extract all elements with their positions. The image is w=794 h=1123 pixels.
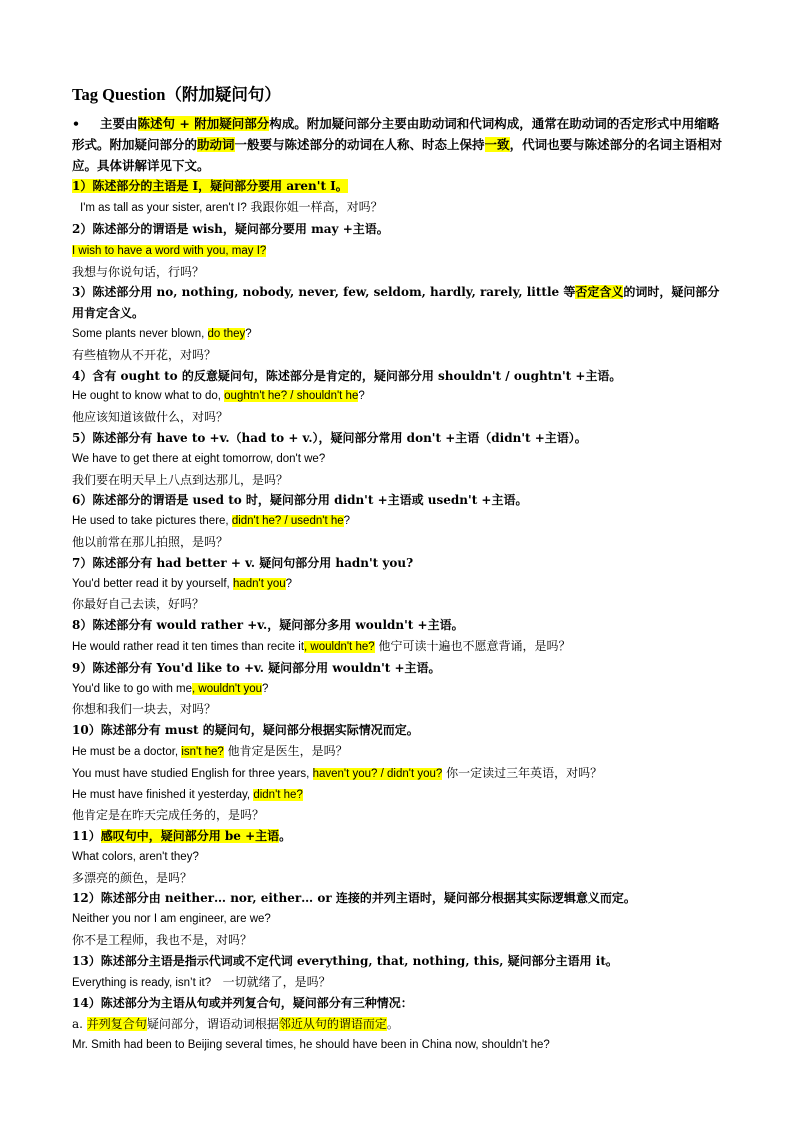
rule-10-ex3-pre: He must have finished it yesterday, <box>72 788 254 801</box>
rule-10-translation-3: 他肯定是在昨天完成任务的，是吗？ <box>72 808 265 823</box>
rule-11-heading <box>72 826 728 847</box>
rule-12-translation: 你不是工程师，我也不是，对吗？ <box>72 933 253 948</box>
rule-3-example <box>72 324 728 345</box>
rule-14-a-hl1: 并列复合句 <box>86 1017 147 1032</box>
rule-7-example-pre: You'd better read it by yourself, <box>72 577 233 590</box>
rule-11-highlight: 感叹句中，疑问部分用 be +主语 <box>100 829 280 844</box>
rule-9-translation: 你想和我们一块去，对吗？ <box>72 702 217 717</box>
rule-8-example <box>72 636 728 658</box>
rule-14-heading: 14）陈述部分为主语从句或并列复合句，疑问部分有三种情况： <box>72 996 413 1011</box>
rule-10-example-3 <box>72 785 728 806</box>
rule-10-ex2-cn: 你一定读过三年英语，对吗？ <box>446 765 603 780</box>
rule-6-heading: 6）陈述部分的谓语是 used to 时，疑问部分用 didn't +主语或 usedn't +主语。 <box>72 493 528 508</box>
rule-13-example-cn: 一切就绪了，是吗？ <box>222 974 331 989</box>
rule-4-example <box>72 386 728 407</box>
rule-9-example <box>72 679 728 700</box>
rule-3-translation: 有些植物从不开花，对吗？ <box>72 347 217 362</box>
rule-1-heading <box>72 176 728 197</box>
intro-paragraph <box>72 114 728 176</box>
rule-3-example-post: ? <box>245 327 252 340</box>
rule-11-translation: 多漂亮的颜色，是吗？ <box>72 870 193 885</box>
rule-1-example-cn: 我跟你姐一样高，对吗？ <box>250 200 383 215</box>
document-page <box>72 82 728 1056</box>
rule-10-ex1-hl: isn't he? <box>181 745 224 758</box>
rule-10-example-2 <box>72 763 728 785</box>
bullet-icon: • <box>72 116 80 131</box>
rule-4-heading: 4）含有 ought to 的反意疑问句，陈述部分是肯定的，疑问部分用 shouldn't / oughtn't +主语。 <box>72 368 622 383</box>
intro-text-3: 一般要与陈述部分的动词在人称、时态上保持 <box>234 136 485 152</box>
rule-7-heading: 7）陈述部分有 had better + v. 疑问句部分用 hadn't you? <box>72 555 414 570</box>
intro-highlight-2: 助动词 <box>197 136 235 152</box>
rule-9-heading: 9）陈述部分有 You'd like to +v. 疑问部分用 wouldn't +主语。 <box>72 660 441 675</box>
rule-13-example-en: Everything is ready, isn’t it? <box>72 976 212 989</box>
rule-14-a-post: 。 <box>386 1017 399 1032</box>
rule-10-ex1-cn: 他肯定是医生，是吗？ <box>227 743 348 758</box>
rule-2-example <box>72 240 728 262</box>
rule-10-heading: 10）陈述部分有 must 的疑问句，疑问部分根据实际情况而定。 <box>72 723 419 738</box>
rule-8-heading: 8）陈述部分有 would rather +v.，疑问部分多用 wouldn't +主语。 <box>72 618 464 633</box>
rule-6-example-post: ? <box>343 515 351 528</box>
rule-7-translation: 你最好自己去读，好吗？ <box>72 597 205 612</box>
intro-text-4: ，代词也要与陈述部分的名词主语相对应。具体讲解详见下文。 <box>72 136 723 173</box>
rule-14-case-a <box>72 1014 728 1035</box>
rule-10-ex2-hl: haven't you? / didn't you? <box>312 767 443 780</box>
rule-14-a-mid: 疑问部分，谓语动词根据 <box>146 1017 279 1032</box>
rule-1-example-en: I'm as tall as your sister, aren't I? <box>80 202 247 215</box>
rule-5-example: We have to get there at eight tomorrow, don't we? <box>72 452 326 465</box>
rule-6-translation: 他以前常在那儿拍照，是吗？ <box>72 534 229 549</box>
rule-6-example <box>72 511 728 532</box>
rule-7-example <box>72 574 728 595</box>
rule-10-ex2-pre: You must have studied English for three years, <box>72 767 313 780</box>
rule-9-example-hl: , wouldn't you <box>192 682 263 695</box>
rule-10-example-1 <box>72 741 728 763</box>
intro-text-1: 主要由 <box>100 116 138 131</box>
rule-10-ex3-hl: didn't he? <box>253 788 303 801</box>
rule-2-translation: 我想与你说句话，行吗？ <box>72 264 205 279</box>
rule-4-translation: 他应该知道该做什么，对吗？ <box>72 410 229 425</box>
rule-4-example-post: ? <box>358 390 365 403</box>
rule-4-example-hl: oughtn't he? / shouldn't he <box>224 390 359 403</box>
rule-14-a-pre: a. <box>72 1017 87 1032</box>
rule-3-example-hl: do they <box>207 327 246 340</box>
rule-5-heading: 5）陈述部分有 have to +v.（had to + v.），疑问部分常用 don't +主语（didn't +主语）。 <box>72 430 587 445</box>
rule-9-example-pre: You'd like to go with me <box>72 682 193 695</box>
rule-14-a-hl2: 邻近从句的谓语而定 <box>278 1017 387 1032</box>
rule-13-heading: 13）陈述部分主语是指示代词或不定代词 everything, that, nothing, this, 疑问部分主语用 it。 <box>72 953 618 968</box>
rule-8-example-pre: He would rather read it ten times than recite it <box>72 640 305 653</box>
rule-12-example: Neither you nor I am engineer, are we? <box>72 913 271 926</box>
rule-8-example-cn: 他宁可读十遍也不愿意背诵，是吗？ <box>378 638 571 653</box>
intro-highlight-3: 一致 <box>484 136 510 152</box>
intro-highlight-1: 陈述句 + 附加疑问部分 <box>137 116 270 131</box>
rule-7-example-hl: hadn't you <box>232 577 286 590</box>
rule-8-example-hl: , wouldn't he? <box>304 640 375 653</box>
rule-7-example-post: ? <box>285 577 293 590</box>
rule-11-post: 。 <box>279 829 292 844</box>
rule-3-highlight: 否定含义 <box>575 285 624 300</box>
rule-5-translation: 我们要在明天早上八点到达那儿，是吗？ <box>72 472 289 487</box>
rule-6-example-pre: He used to take pictures there, <box>72 515 232 528</box>
rule-2-heading: 2）陈述部分的谓语是 wish，疑问部分要用 may +主语。 <box>72 221 389 236</box>
page-title: Tag Question（附加疑问句） <box>72 85 281 104</box>
rule-9-example-post: ? <box>262 682 269 695</box>
rule-14-example: Mr. Smith had been to Beijing several times, he should have been in China now, shouldn't he? <box>72 1039 550 1052</box>
rule-3-pre: 3）陈述部分用 no, nothing, nobody, never, few, seldom, hardly, rarely, little 等 <box>72 285 576 300</box>
rule-11-pre: 11） <box>72 829 101 844</box>
rule-1-example <box>72 197 728 219</box>
rule-11-example: What colors, aren't they? <box>72 850 199 863</box>
rule-3-post: 的词时，疑问部分用肯定含义。 <box>72 285 720 321</box>
rule-6-example-hl: didn't he? / usedn't he <box>231 515 344 528</box>
rule-10-ex1-pre: He must be a doctor, <box>72 745 182 758</box>
rule-13-example <box>72 972 728 994</box>
rule-1-text: 1）陈述部分的主语是 I，疑问部分要用 aren't I。 <box>72 179 348 194</box>
rule-3-example-pre: Some plants never blown, <box>72 327 208 340</box>
rule-12-heading: 12）陈述部分由 neither… nor, either… or 连接的并列主语时，疑问部分根据其实际逻辑意义而定。 <box>72 891 636 906</box>
intro-text-2: 构成。附加疑问部分主要由助动词和代词构成，通常在助动词的否定形式中用缩略形式。附加疑问部分的 <box>72 116 720 152</box>
rule-3-heading <box>72 282 728 324</box>
rule-2-example-en: I wish to have a word with you, may I? <box>72 244 267 257</box>
rule-4-example-pre: He ought to know what to do, <box>72 390 225 403</box>
